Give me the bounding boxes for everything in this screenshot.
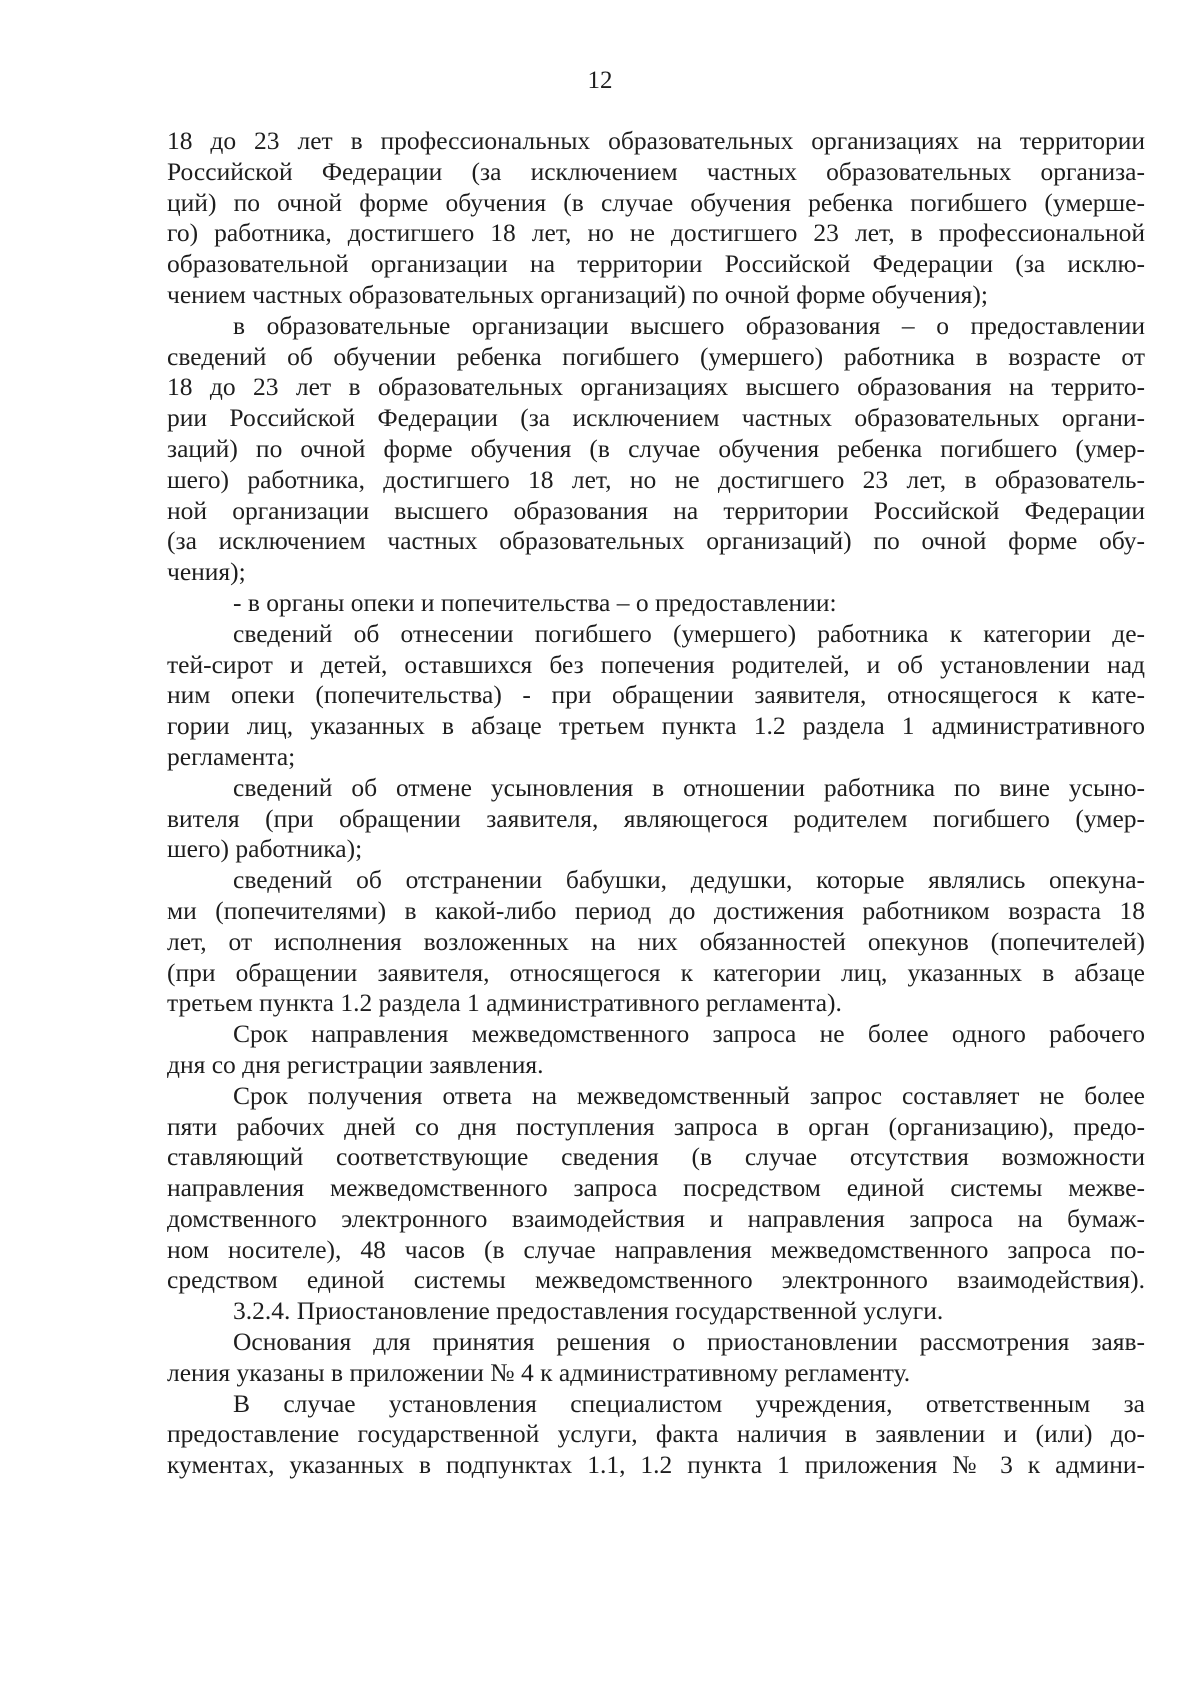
text-line: сведений об обучении ребенка погибшего (умершего) работника в возрасте от <box>167 341 1145 371</box>
text-line: образовательной организации на территории Российской Федерации (за исклю- <box>167 249 1145 279</box>
text-line: рии Российской Федерации (за исключением частных образовательных органи- <box>167 403 1145 433</box>
text-line: гории лиц, указанных в абзаце третьем пункта 1.2 раздела 1 административного <box>167 711 1145 741</box>
text-line: В случае установления специалистом учреждения, ответственным за <box>233 1388 1145 1418</box>
text-line: пяти рабочих дней со дня поступления запроса в орган (организацию), предо- <box>167 1111 1145 1141</box>
text-line: ми (попечителями) в какой-либо период до достижения работником возраста 18 <box>167 895 1145 925</box>
text-line: ном носителе), 48 часов (в случае направления межведомственного запроса по- <box>167 1234 1145 1264</box>
text-line: домственного электронного взаимодействия и направления запроса на бумаж- <box>167 1203 1145 1233</box>
text-line: чения); <box>167 557 246 587</box>
text-line: регламента; <box>167 741 296 771</box>
text-line: лет, от исполнения возложенных на них обязанностей опекунов (попечителей) <box>167 926 1145 956</box>
text-line: - в органы опеки и попечительства – о предоставлении: <box>233 587 837 617</box>
page-number: 12 <box>587 67 613 94</box>
text-line: шего) работника, достигшего 18 лет, но не достигшего 23 лет, в образователь- <box>167 464 1145 494</box>
text-line: 18 до 23 лет в образовательных организациях высшего образования на террито- <box>167 372 1145 402</box>
text-line: в образовательные организации высшего образования – о предоставлении <box>233 310 1145 340</box>
text-line: тей-сирот и детей, оставшихся без попечения родителей, и об установлении над <box>167 649 1145 679</box>
text-line: средством единой системы межведомственного электронного взаимодействия). <box>167 1265 1145 1295</box>
text-line: направления межведомственного запроса посредством единой системы межве- <box>167 1173 1145 1203</box>
text-line: шего) работника); <box>167 834 363 864</box>
text-line: заций) по очной форме обучения (в случае обучения ребенка погибшего (умер- <box>167 433 1145 463</box>
text-line: Российской Федерации (за исключением частных образовательных организа- <box>167 156 1145 186</box>
text-line: Срок получения ответа на межведомственный запрос составляет не более <box>233 1080 1145 1110</box>
text-line: третьем пункта 1.2 раздела 1 административного регламента). <box>167 988 842 1018</box>
text-line: ставляющий соответствующие сведения (в случае отсутствия возможности <box>167 1142 1145 1172</box>
text-line: го) работника, достигшего 18 лет, но не достигшего 23 лет, в профессиональной <box>167 218 1145 248</box>
text-line: (за исключением частных образовательных организаций) по очной форме обу- <box>167 526 1145 556</box>
text-line: Срок направления межведомственного запроса не более одного рабочего <box>233 1019 1145 1049</box>
text-line: 18 до 23 лет в профессиональных образовательных организациях на территории <box>167 126 1145 155</box>
text-line: ним опеки (попечительства) - при обращении заявителя, относящегося к кате- <box>167 680 1145 710</box>
text-line: сведений об отстранении бабушки, дедушки, которые являлись опекуна- <box>233 865 1145 895</box>
text-line: сведений об отнесении погибшего (умершего) работника к категории де- <box>233 618 1145 648</box>
text-line: Основания для принятия решения о приостановлении рассмотрения заяв- <box>233 1327 1145 1357</box>
text-line: ной организации высшего образования на территории Российской Федерации <box>167 495 1145 525</box>
text-line: чением частных образовательных организаций) по очной форме обучения); <box>167 279 988 309</box>
text-line: сведений об отмене усыновления в отношении работника по вине усыно- <box>233 772 1145 802</box>
text-line: предоставление государственной услуги, факта наличия в заявлении и (или) до- <box>167 1419 1145 1449</box>
document-body <box>167 126 1145 1481</box>
text-line: вителя (при обращении заявителя, являющегося родителем погибшего (умер- <box>167 803 1145 833</box>
text-line: (при обращении заявителя, относящегося к категории лиц, указанных в абзаце <box>167 957 1145 987</box>
text-line: дня со дня регистрации заявления. <box>167 1049 544 1079</box>
text-line: ций) по очной форме обучения (в случае обучения ребенка погибшего (умерше- <box>167 187 1145 217</box>
text-line: 3.2.4. Приостановление предоставления государственной услуги. <box>233 1296 944 1326</box>
text-line: кументах, указанных в подпунктах 1.1, 1.2 пункта 1 приложения № 3 к админи- <box>167 1450 1145 1480</box>
text-line: ления указаны в приложении № 4 к административному регламенту. <box>167 1357 911 1387</box>
